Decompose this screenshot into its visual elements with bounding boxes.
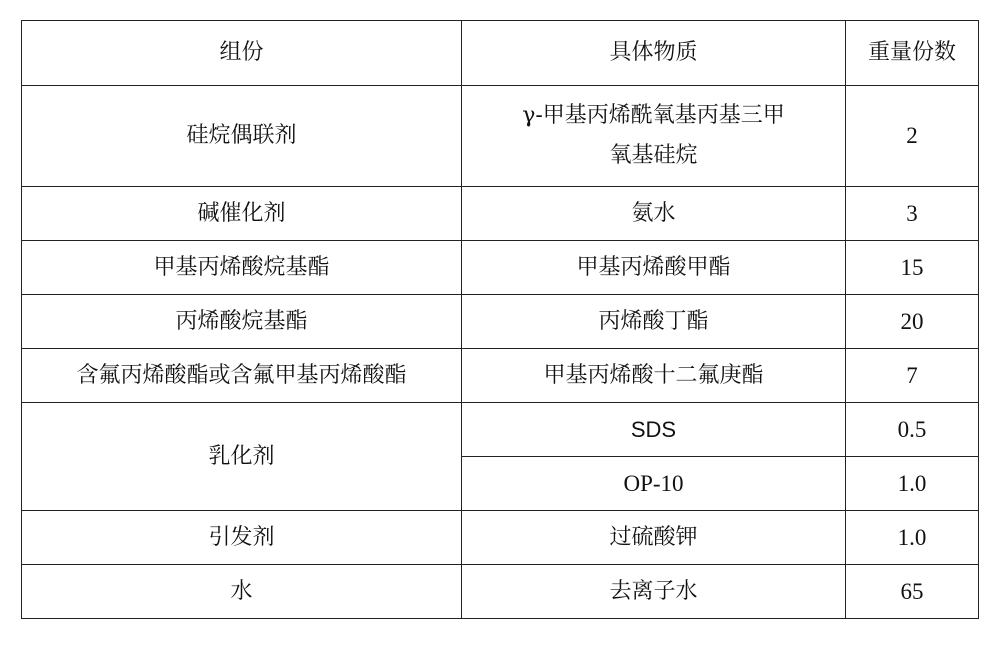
cell-parts: 3 [846,187,979,241]
cell-component: 丙烯酸烷基酯 [22,295,462,349]
table-header-row [22,21,979,86]
cell-parts: 15 [846,241,979,295]
cell-component: 水 [22,565,462,619]
cell-substance: SDS [462,403,846,457]
cell-parts: 7 [846,349,979,403]
formulation-table [21,20,979,619]
cell-parts: 20 [846,295,979,349]
cell-component: 甲基丙烯酸烷基酯 [22,241,462,295]
cell-substance: 丙烯酸丁酯 [462,295,846,349]
cell-substance: γ-甲基丙烯酰氧基丙基三甲氧基硅烷 [462,86,846,187]
cell-parts: 1.0 [846,511,979,565]
cell-substance: 过硫酸钾 [462,511,846,565]
cell-parts: 65 [846,565,979,619]
table-row [22,349,979,403]
cell-substance: 甲基丙烯酸十二氟庚酯 [462,349,846,403]
table-row [22,295,979,349]
cell-component: 含氟丙烯酸酯或含氟甲基丙烯酸酯 [22,349,462,403]
cell-component: 引发剂 [22,511,462,565]
cell-component: 硅烷偶联剂 [22,86,462,187]
table-row [22,187,979,241]
table-row [22,565,979,619]
header-component: 组份 [22,21,462,86]
cell-substance: 去离子水 [462,565,846,619]
cell-parts: 0.5 [846,403,979,457]
table-row [22,511,979,565]
cell-component: 碱催化剂 [22,187,462,241]
table-row [22,403,979,457]
table-row [22,241,979,295]
table-row [22,86,979,187]
header-substance: 具体物质 [462,21,846,86]
cell-parts: 2 [846,86,979,187]
cell-substance: 氨水 [462,187,846,241]
cell-substance: 甲基丙烯酸甲酯 [462,241,846,295]
cell-component: 乳化剂 [22,403,462,511]
cell-parts: 1.0 [846,457,979,511]
header-parts: 重量份数 [846,21,979,86]
cell-substance: OP-10 [462,457,846,511]
